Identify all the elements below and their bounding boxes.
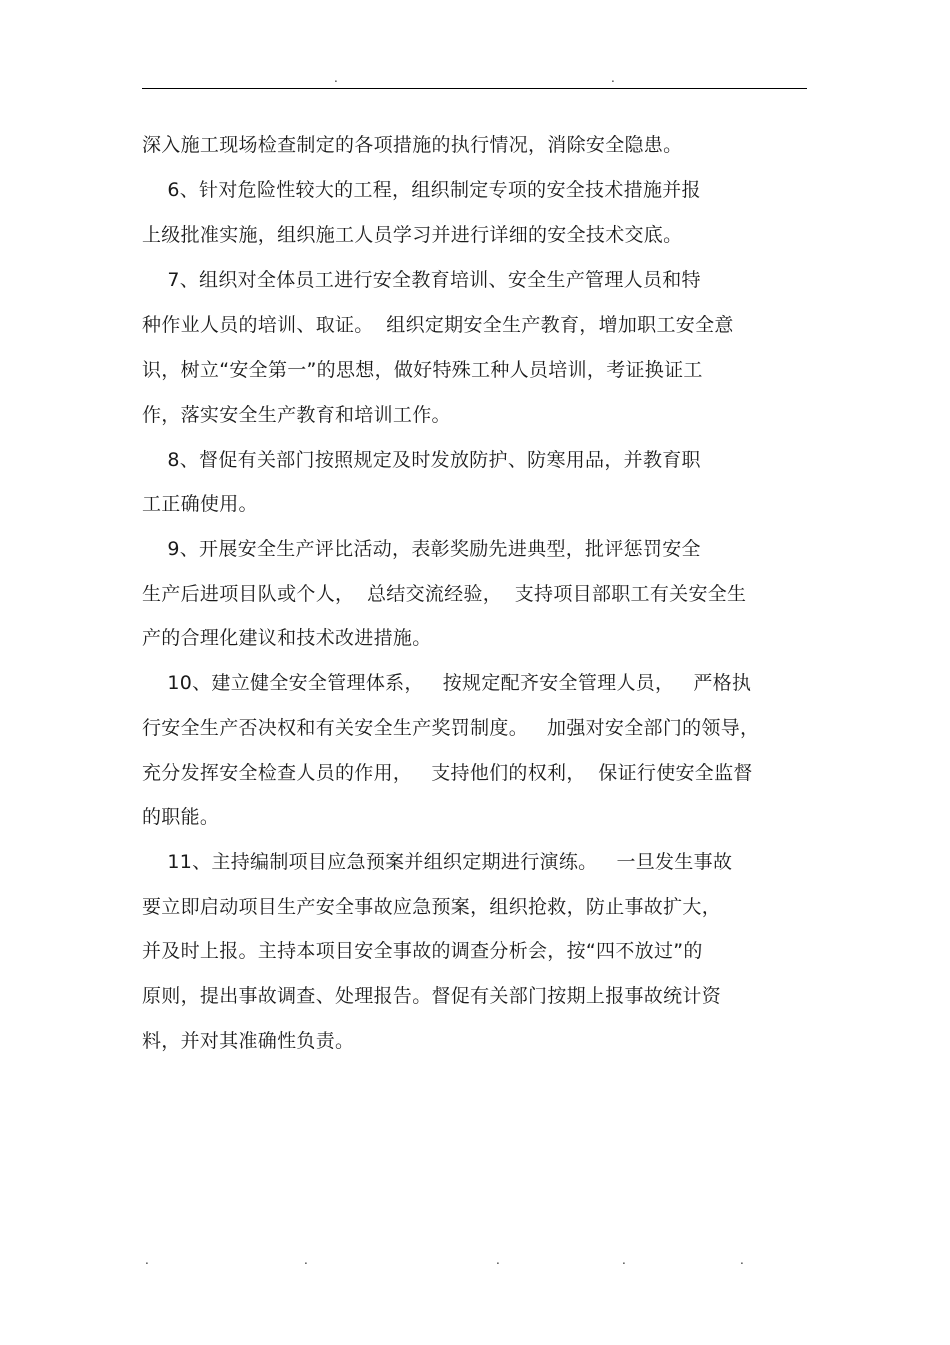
footer-dot: . [145,1253,149,1267]
footer-dot: . [622,1253,626,1267]
body-line: 原则，提出事故调查、处理报告。督促有关部门按期上报事故统计资 [142,985,722,1007]
body-line: 生产后进项目队或个人， 总结交流经验， 支持项目部职工有关安全生 [142,583,747,605]
body-line: 的职能。 [142,806,220,828]
body-line: 10、建立健全安全管理体系， 按规定配齐安全管理人员， 严格执 [142,672,752,694]
header-dot-left: . [334,71,338,85]
body-line: 6、针对危险性较大的工程，组织制定专项的安全技术措施并报 [142,179,701,201]
body-line: 深入施工现场检查制定的各项措施的执行情况，消除安全隐患。 [142,134,683,156]
body-line: 7、组织对全体员工进行安全教育培训、安全生产管理人员和特 [142,269,701,291]
body-line: 作，落实安全生产教育和培训工作。 [142,404,451,426]
body-line: 产的合理化建议和技术改进措施。 [142,627,432,649]
body-line: 料，并对其准确性负责。 [142,1030,355,1052]
footer-dot: . [304,1253,308,1267]
body-line: 工正确使用。 [142,493,258,515]
body-line: 8、督促有关部门按照规定及时发放防护、防寒用品，并教育职 [142,449,701,471]
body-line: 11、主持编制项目应急预案并组织定期进行演练。 一旦发生事故 [142,851,733,873]
body-line: 9、开展安全生产评比活动，表彰奖励先进典型，批评惩罚安全 [142,538,701,560]
header-rule [142,88,807,89]
body-line: 要立即启动项目生产安全事故应急预案，组织抢救，防止事故扩大， [142,896,722,918]
body-line: 充分发挥安全检查人员的作用， 支持他们的权利， 保证行使安全监督 [142,762,753,784]
header-dot-right: . [611,71,615,85]
body-line: 并及时上报。主持本项目安全事故的调查分析会，按“四不放过”的 [142,940,703,962]
body-line: 上级批准实施，组织施工人员学习并进行详细的安全技术交底。 [142,224,683,246]
body-line: 行安全生产否决权和有关安全生产奖罚制度。 加强对安全部门的领导， [142,717,760,739]
footer-dot: . [496,1253,500,1267]
body-line: 识，树立“安全第一”的思想，做好特殊工种人员培训，考证换证工 [142,359,703,381]
footer-dot: . [740,1253,744,1267]
body-line: 种作业人员的培训、取证。 组织定期安全生产教育，增加职工安全意 [142,314,734,336]
